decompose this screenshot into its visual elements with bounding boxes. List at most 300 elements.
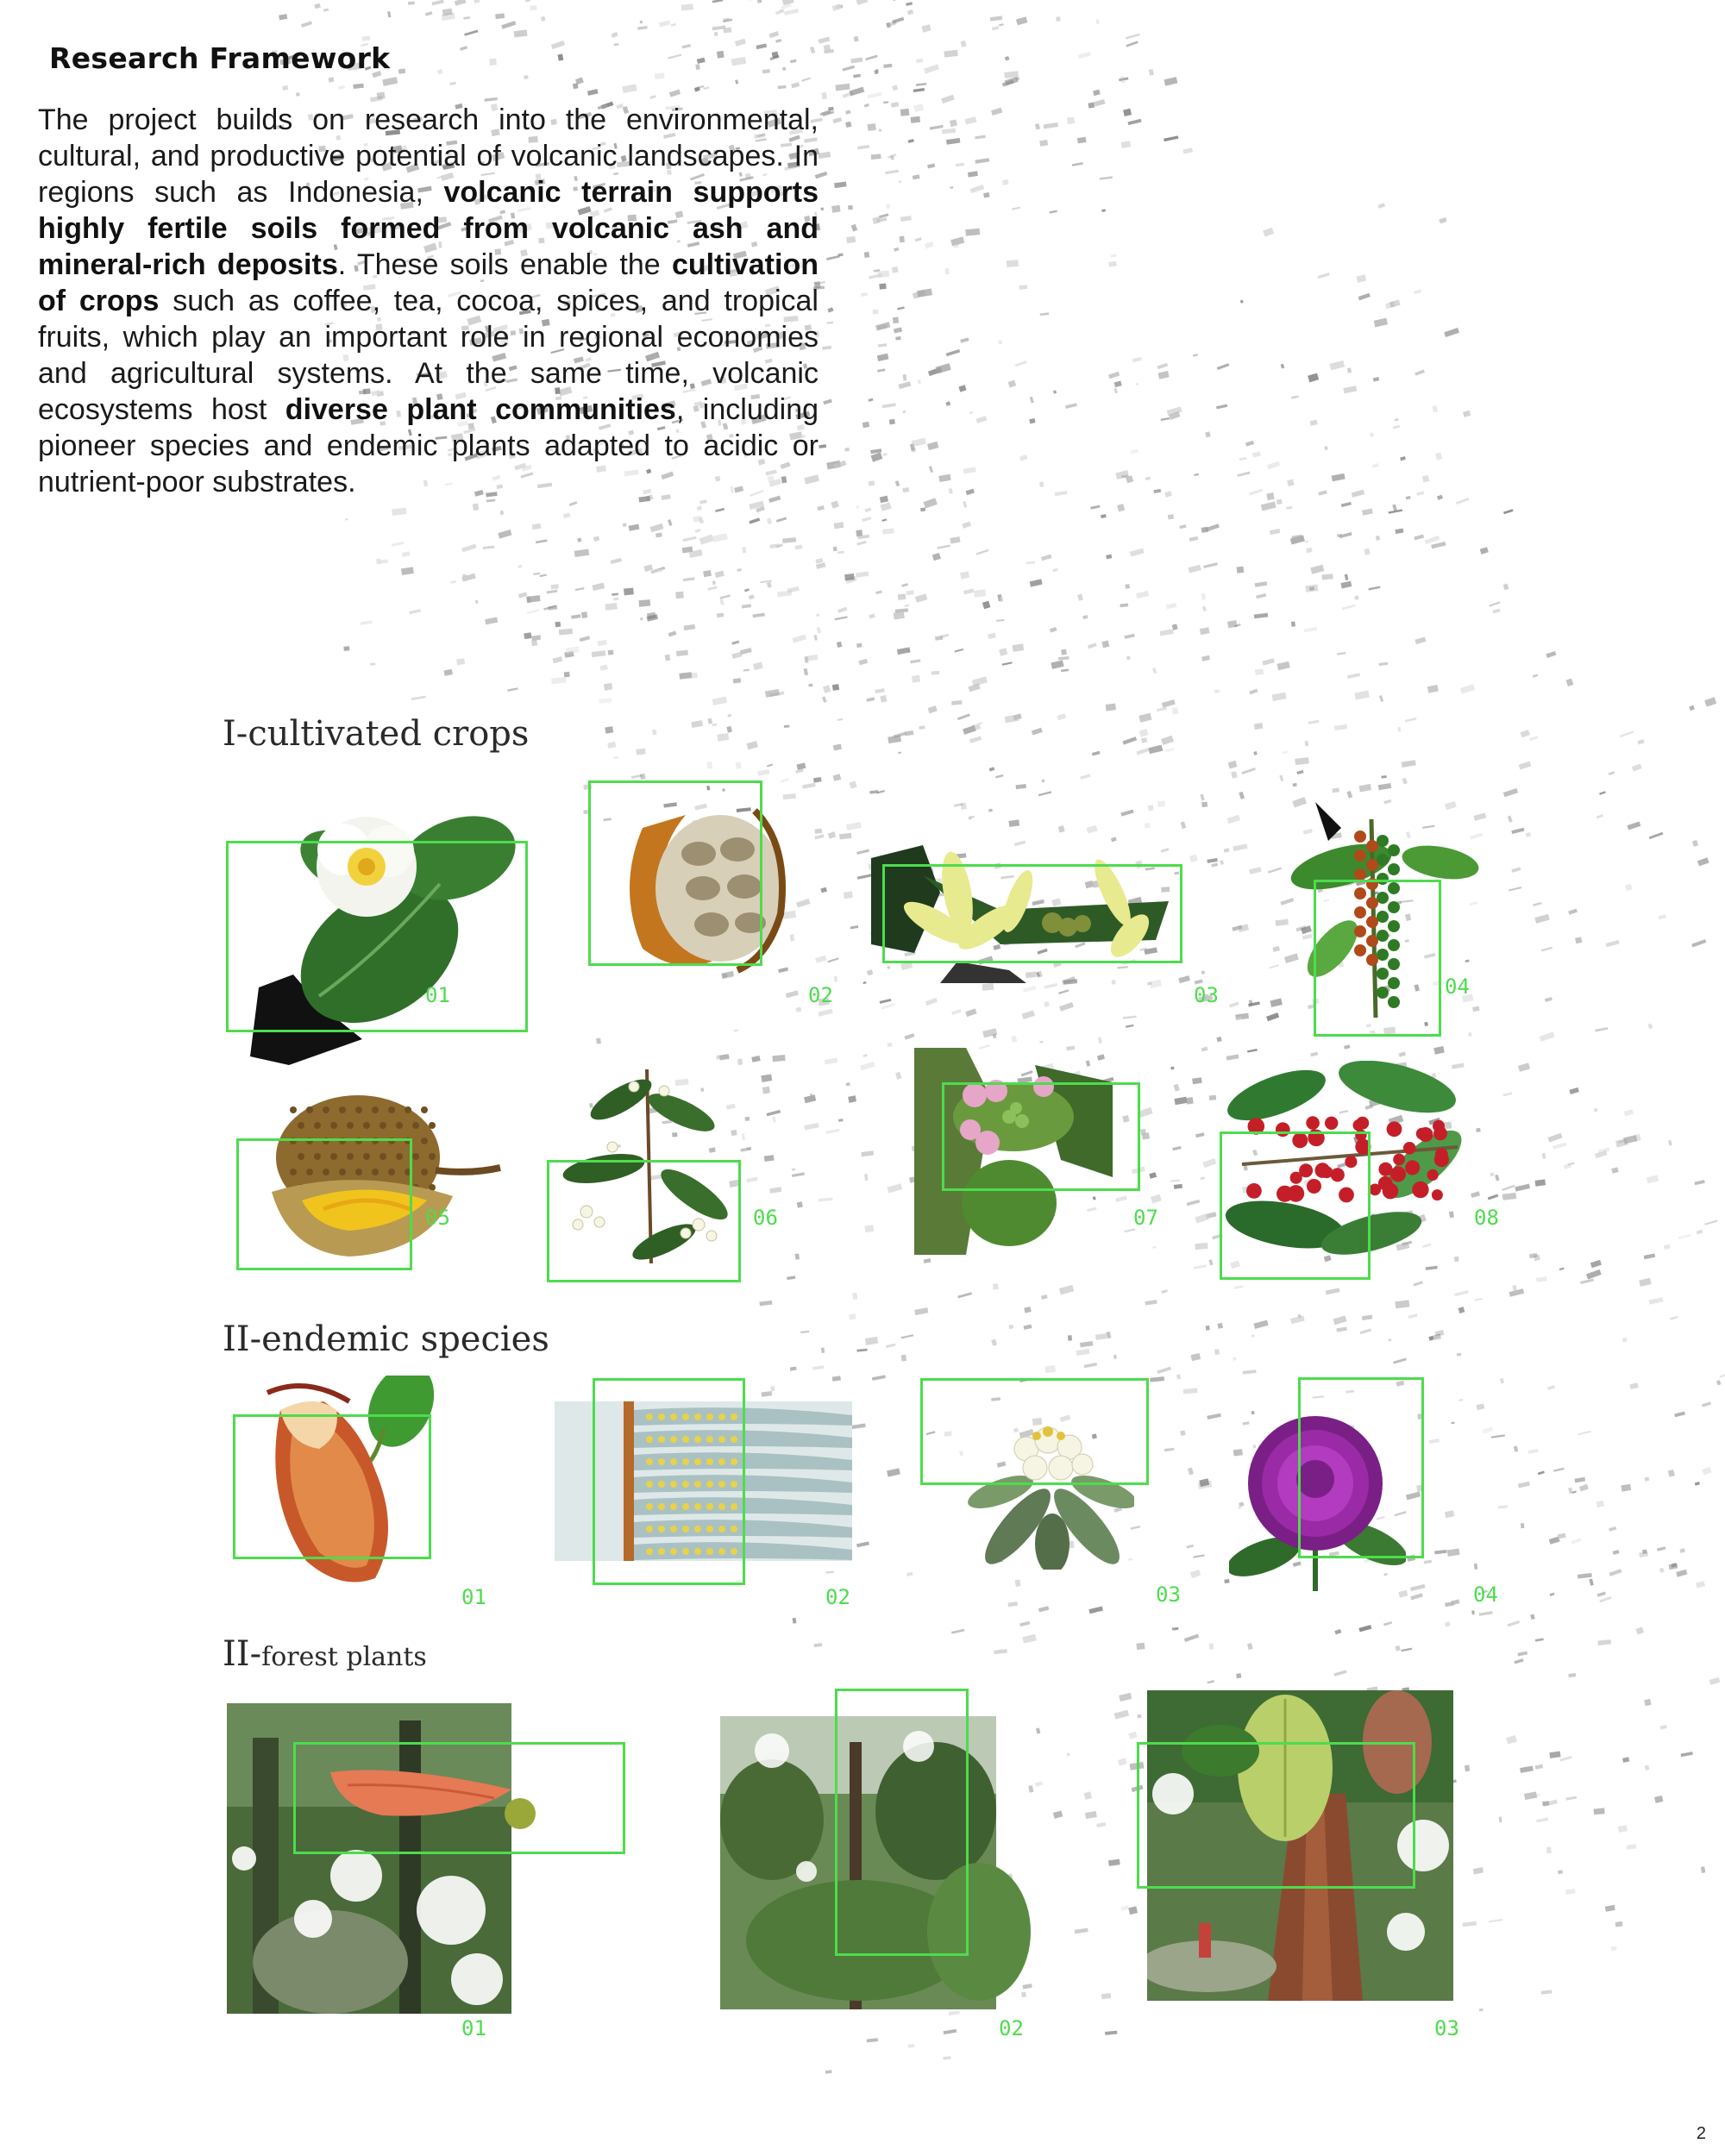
map-dot — [740, 1147, 751, 1151]
map-dot — [1571, 1490, 1576, 1493]
map-dot — [1128, 1732, 1137, 1739]
map-dot — [1696, 1230, 1703, 1235]
map-dot — [1401, 1648, 1412, 1652]
map-dot — [683, 624, 695, 630]
durian-spike — [298, 1122, 304, 1129]
map-dot — [1527, 1449, 1538, 1454]
map-dot — [541, 16, 546, 22]
map-dot — [714, 32, 718, 36]
map-dot — [1291, 622, 1295, 627]
map-dot — [533, 573, 540, 575]
map-dot — [879, 283, 886, 289]
section-title-forest-plants — [223, 1634, 427, 1674]
map-dot — [1108, 1859, 1120, 1866]
map-dot — [969, 736, 982, 743]
map-dot — [1454, 1257, 1459, 1262]
map-dot — [1022, 1010, 1035, 1019]
map-dot — [1444, 328, 1459, 337]
map-dot — [546, 590, 557, 594]
map-dot — [906, 1572, 913, 1576]
map-dot — [941, 95, 955, 103]
map-dot — [1398, 1590, 1408, 1598]
map-dot — [345, 518, 348, 520]
map-dot — [629, 524, 640, 531]
map-dot — [1011, 1036, 1017, 1043]
map-dot — [772, 1055, 785, 1062]
map-dot — [778, 85, 787, 89]
map-dot — [731, 641, 739, 645]
map-dot — [1578, 1431, 1591, 1436]
map-dot — [1347, 673, 1360, 679]
map-dot — [455, 0, 467, 6]
map-dot — [1255, 581, 1268, 587]
map-dot — [1005, 715, 1019, 724]
map-dot — [1170, 1180, 1180, 1182]
map-dot — [1502, 1193, 1516, 1200]
map-dot — [456, 658, 465, 665]
map-dot — [450, 580, 456, 584]
map-dot — [1432, 405, 1438, 412]
map-dot — [1236, 1673, 1241, 1678]
map-dot — [1362, 1315, 1372, 1321]
map-dot — [1719, 1373, 1725, 1377]
map-dot — [607, 742, 616, 749]
map-dot — [995, 774, 1003, 779]
map-dot — [1007, 1601, 1018, 1608]
map-dot — [1172, 1627, 1179, 1631]
map-dot — [1474, 1564, 1477, 1570]
map-dot — [1463, 411, 1471, 417]
map-dot — [900, 109, 910, 116]
map-dot — [1639, 1278, 1651, 1287]
map-dot — [1589, 1578, 1593, 1585]
durian-spike — [405, 1106, 411, 1113]
pepper-berry — [1354, 849, 1366, 862]
map-dot — [1058, 656, 1070, 661]
map-dot — [1681, 1752, 1693, 1757]
map-dot — [1186, 1097, 1193, 1104]
map-dot — [1279, 774, 1283, 781]
map-dot — [1239, 792, 1245, 799]
label-crop-03: 03 — [1194, 983, 1219, 1007]
label-endemic-02: 02 — [825, 1585, 850, 1609]
map-dot — [804, 1094, 816, 1103]
map-dot — [1251, 1334, 1255, 1337]
map-dot — [1533, 674, 1538, 678]
map-dot — [1326, 1288, 1340, 1294]
map-dot — [1137, 1714, 1141, 1719]
map-dot — [1058, 989, 1069, 994]
map-dot — [810, 47, 816, 53]
map-dot — [944, 2029, 957, 2034]
map-dot — [1618, 1825, 1628, 1833]
map-dot — [1137, 748, 1150, 755]
map-dot — [1266, 492, 1274, 500]
map-dot — [1200, 627, 1210, 635]
map-dot — [1489, 601, 1500, 606]
map-dot — [1465, 1764, 1470, 1771]
coffee-berry — [1387, 1121, 1402, 1137]
map-dot — [1702, 1467, 1712, 1476]
map-dot — [1566, 679, 1574, 686]
map-dot — [699, 535, 714, 545]
map-dot — [361, 620, 373, 625]
map-dot — [1050, 627, 1057, 633]
map-dot — [1283, 750, 1288, 754]
map-dot — [1135, 383, 1138, 385]
map-dot — [1195, 1213, 1209, 1223]
map-dot — [1410, 1593, 1423, 1600]
map-dot — [1549, 1752, 1560, 1758]
map-dot — [1077, 594, 1083, 601]
map-dot — [540, 574, 547, 578]
map-dot — [1622, 1338, 1628, 1343]
map-dot — [1035, 123, 1040, 130]
map-dot — [982, 601, 991, 610]
map-dot — [1157, 1367, 1171, 1374]
map-dot — [831, 205, 840, 213]
map-dot — [643, 564, 653, 572]
map-dot — [552, 656, 562, 663]
map-dot — [1061, 649, 1067, 655]
map-dot — [804, 1123, 819, 1130]
map-dot — [827, 322, 834, 324]
map-dot — [1356, 274, 1366, 283]
label-endemic-01: 01 — [461, 1585, 486, 1609]
map-dot — [1201, 1047, 1208, 1052]
coffee-berry — [1433, 1120, 1445, 1132]
map-dot — [461, 544, 476, 553]
map-dot — [1254, 723, 1264, 730]
map-dot — [938, 474, 950, 482]
map-dot — [1296, 770, 1303, 774]
coffee-berry — [1383, 1183, 1399, 1200]
pepper-berry — [1388, 844, 1400, 856]
map-dot — [791, 82, 800, 88]
map-dot — [1256, 593, 1266, 599]
map-dot — [1126, 1025, 1133, 1028]
map-dot — [857, 145, 869, 150]
map-dot — [1609, 1526, 1616, 1532]
map-dot — [991, 1339, 997, 1346]
map-dot — [945, 268, 950, 274]
map-dot — [908, 139, 914, 143]
map-dot — [854, 36, 859, 42]
map-dot — [640, 21, 643, 24]
map-dot — [895, 480, 900, 486]
map-dot — [1002, 661, 1013, 665]
map-dot — [1180, 1430, 1186, 1436]
map-dot — [1139, 729, 1149, 737]
map-dot — [1492, 609, 1500, 614]
map-dot — [1520, 1765, 1534, 1772]
map-dot — [704, 86, 710, 90]
map-dot — [1040, 312, 1050, 316]
map-dot — [719, 594, 731, 599]
map-dot — [1625, 884, 1632, 891]
map-dot — [910, 659, 920, 663]
highlight-box-endemic-02 — [593, 1378, 745, 1585]
map-dot — [382, 77, 398, 86]
map-dot — [950, 186, 953, 189]
map-dot — [1342, 605, 1356, 611]
coffee-berry — [1378, 1163, 1392, 1176]
map-dot — [1085, 1811, 1097, 1819]
map-dot — [1108, 372, 1120, 379]
map-dot — [1437, 495, 1443, 500]
coffee-berry — [1369, 1184, 1381, 1196]
map-dot — [993, 1034, 996, 1038]
map-dot — [886, 1344, 896, 1348]
map-dot — [851, 224, 858, 232]
map-dot — [917, 379, 921, 384]
map-dot — [1447, 1548, 1460, 1556]
map-dot — [1022, 1634, 1036, 1644]
map-dot — [833, 774, 842, 780]
map-dot — [902, 487, 909, 492]
page-number: 2 — [1696, 2124, 1706, 2143]
map-dot — [850, 87, 865, 97]
map-dot — [1654, 1796, 1663, 1803]
map-dot — [1341, 502, 1352, 507]
map-dot — [1119, 1693, 1132, 1702]
map-dot — [551, 677, 566, 684]
map-dot — [1295, 757, 1309, 765]
durian-spike — [412, 1122, 419, 1129]
map-dot — [744, 1117, 750, 1121]
map-dot — [1609, 771, 1615, 775]
map-dot — [1343, 385, 1357, 393]
map-dot — [1508, 816, 1513, 823]
map-dot — [1678, 1234, 1691, 1239]
map-dot — [1689, 705, 1695, 711]
map-dot — [1293, 783, 1297, 787]
map-dot — [1354, 595, 1359, 600]
map-dot — [856, 1349, 867, 1352]
map-dot — [1524, 1791, 1537, 1800]
map-dot — [569, 501, 578, 506]
map-dot — [531, 640, 537, 646]
map-dot — [1123, 1016, 1137, 1019]
map-dot — [353, 84, 364, 89]
map-dot — [900, 216, 912, 222]
map-dot — [834, 976, 837, 982]
map-dot — [874, 70, 878, 74]
map-dot — [886, 204, 890, 209]
map-dot — [1435, 453, 1442, 461]
map-dot — [719, 1054, 730, 1061]
map-dot — [856, 849, 869, 855]
label-crop-06: 06 — [753, 1206, 778, 1230]
map-dot — [551, 41, 565, 49]
map-dot — [613, 597, 619, 600]
map-dot — [753, 661, 763, 670]
map-dot — [1406, 496, 1411, 500]
map-dot — [994, 1649, 1007, 1654]
map-dot — [1164, 1448, 1174, 1451]
map-dot — [1632, 764, 1642, 772]
map-dot — [679, 672, 692, 679]
map-dot — [956, 163, 964, 166]
map-dot — [1192, 1077, 1202, 1084]
map-dot — [1704, 1220, 1717, 1225]
map-dot — [1126, 656, 1130, 660]
map-dot — [489, 59, 497, 66]
map-dot — [296, 92, 300, 97]
map-dot — [837, 254, 843, 257]
map-dot — [1181, 821, 1187, 829]
map-dot — [659, 20, 670, 27]
highlight-box-endemic-03 — [920, 1378, 1149, 1485]
map-dot — [1536, 1817, 1548, 1822]
map-dot — [1019, 454, 1028, 461]
map-dot — [960, 41, 966, 47]
map-dot — [795, 1253, 800, 1259]
intro-emphasis: diverse plant communities — [285, 393, 676, 426]
map-dot — [1093, 90, 1101, 96]
map-dot — [822, 696, 827, 702]
map-dot — [928, 705, 938, 713]
map-dot — [1416, 492, 1424, 496]
map-dot — [894, 327, 902, 333]
map-dot — [731, 57, 746, 66]
map-dot — [861, 292, 868, 297]
map-dot — [856, 0, 869, 5]
map-dot — [879, 213, 888, 218]
map-dot — [837, 718, 843, 721]
map-dot — [975, 158, 989, 164]
coffee-berry — [1432, 1189, 1443, 1200]
map-dot — [1194, 473, 1199, 476]
label-forest-03: 03 — [1434, 2016, 1459, 2040]
map-dot — [411, 696, 426, 700]
map-dot — [676, 650, 688, 656]
map-dot — [1475, 1298, 1483, 1301]
map-dot — [1209, 1643, 1214, 1649]
map-dot — [958, 385, 966, 392]
map-dot — [1414, 1281, 1423, 1286]
map-dot — [838, 1119, 844, 1122]
durian-spike — [339, 1106, 346, 1113]
map-dot — [955, 649, 964, 653]
map-dot — [764, 1155, 775, 1162]
map-dot — [736, 761, 742, 768]
map-dot — [827, 957, 838, 962]
map-dot — [993, 1283, 999, 1289]
map-dot — [1358, 293, 1371, 301]
map-dot — [671, 23, 676, 27]
map-dot — [1565, 1889, 1576, 1894]
map-dot — [464, 30, 478, 36]
map-dot — [408, 2, 415, 5]
map-dot — [557, 53, 563, 60]
map-dot — [756, 43, 767, 49]
map-dot — [1276, 661, 1289, 670]
map-dot — [636, 749, 645, 755]
coffee-berry — [1306, 1116, 1320, 1130]
map-dot — [907, 9, 913, 16]
label-endemic-03: 03 — [1156, 1583, 1181, 1607]
map-dot — [1530, 1614, 1535, 1620]
map-dot — [891, 102, 899, 107]
map-dot — [1101, 210, 1106, 212]
map-dot — [1649, 832, 1664, 839]
map-dot — [862, 517, 871, 522]
map-dot — [1305, 741, 1309, 746]
highlight-box-forest-02 — [835, 1689, 969, 1956]
map-dot — [1595, 1027, 1608, 1032]
map-dot — [1321, 573, 1333, 580]
map-dot — [652, 730, 656, 736]
map-dot — [1308, 720, 1320, 724]
map-dot — [1669, 1564, 1678, 1570]
map-dot — [1305, 541, 1309, 543]
map-dot — [1480, 547, 1489, 555]
map-dot — [1422, 475, 1430, 483]
map-dot — [1477, 1403, 1485, 1410]
page-title: Research Framework — [49, 41, 391, 75]
map-dot — [1224, 848, 1230, 852]
coffee-berry — [1403, 1142, 1416, 1155]
map-dot — [1534, 914, 1549, 924]
map-dot — [593, 536, 600, 542]
map-dot — [1016, 16, 1028, 25]
map-dot — [1162, 699, 1176, 707]
map-dot — [1044, 1001, 1050, 1007]
map-dot — [1709, 1677, 1721, 1685]
map-dot — [827, 307, 833, 312]
map-dot — [1647, 1175, 1659, 1184]
map-dot — [362, 36, 371, 41]
map-dot — [772, 52, 779, 59]
map-dot — [1007, 260, 1019, 267]
map-dot — [463, 16, 470, 20]
map-dot — [1000, 596, 1003, 602]
pepper-berry — [1377, 835, 1389, 847]
map-dot — [1503, 788, 1518, 797]
map-dot — [1454, 1290, 1469, 1296]
map-dot — [1205, 523, 1220, 531]
map-dot — [1668, 1470, 1675, 1477]
map-dot — [1055, 491, 1068, 496]
map-dot — [1067, 1753, 1070, 1757]
map-dot — [880, 695, 887, 703]
map-dot — [784, 725, 790, 728]
map-dot — [759, 1300, 772, 1307]
durian-spike — [421, 1138, 428, 1144]
map-dot — [988, 809, 993, 812]
map-dot — [623, 523, 627, 527]
map-dot — [825, 2070, 832, 2073]
map-dot — [744, 588, 750, 592]
map-dot — [834, 182, 847, 189]
map-dot — [323, 9, 329, 12]
map-dot — [1542, 1153, 1546, 1159]
map-dot — [945, 401, 950, 406]
map-dot — [819, 1198, 833, 1202]
map-dot — [1015, 360, 1027, 367]
map-dot — [908, 2044, 915, 2048]
map-dot — [1569, 1087, 1579, 1094]
map-dot — [1647, 1024, 1653, 1030]
map-dot — [916, 83, 926, 86]
map-dot — [605, 603, 617, 611]
map-dot — [640, 617, 643, 621]
map-dot — [1053, 390, 1057, 393]
map-dot — [1374, 318, 1388, 328]
map-dot — [864, 1225, 874, 1232]
map-dot — [1536, 1276, 1547, 1282]
